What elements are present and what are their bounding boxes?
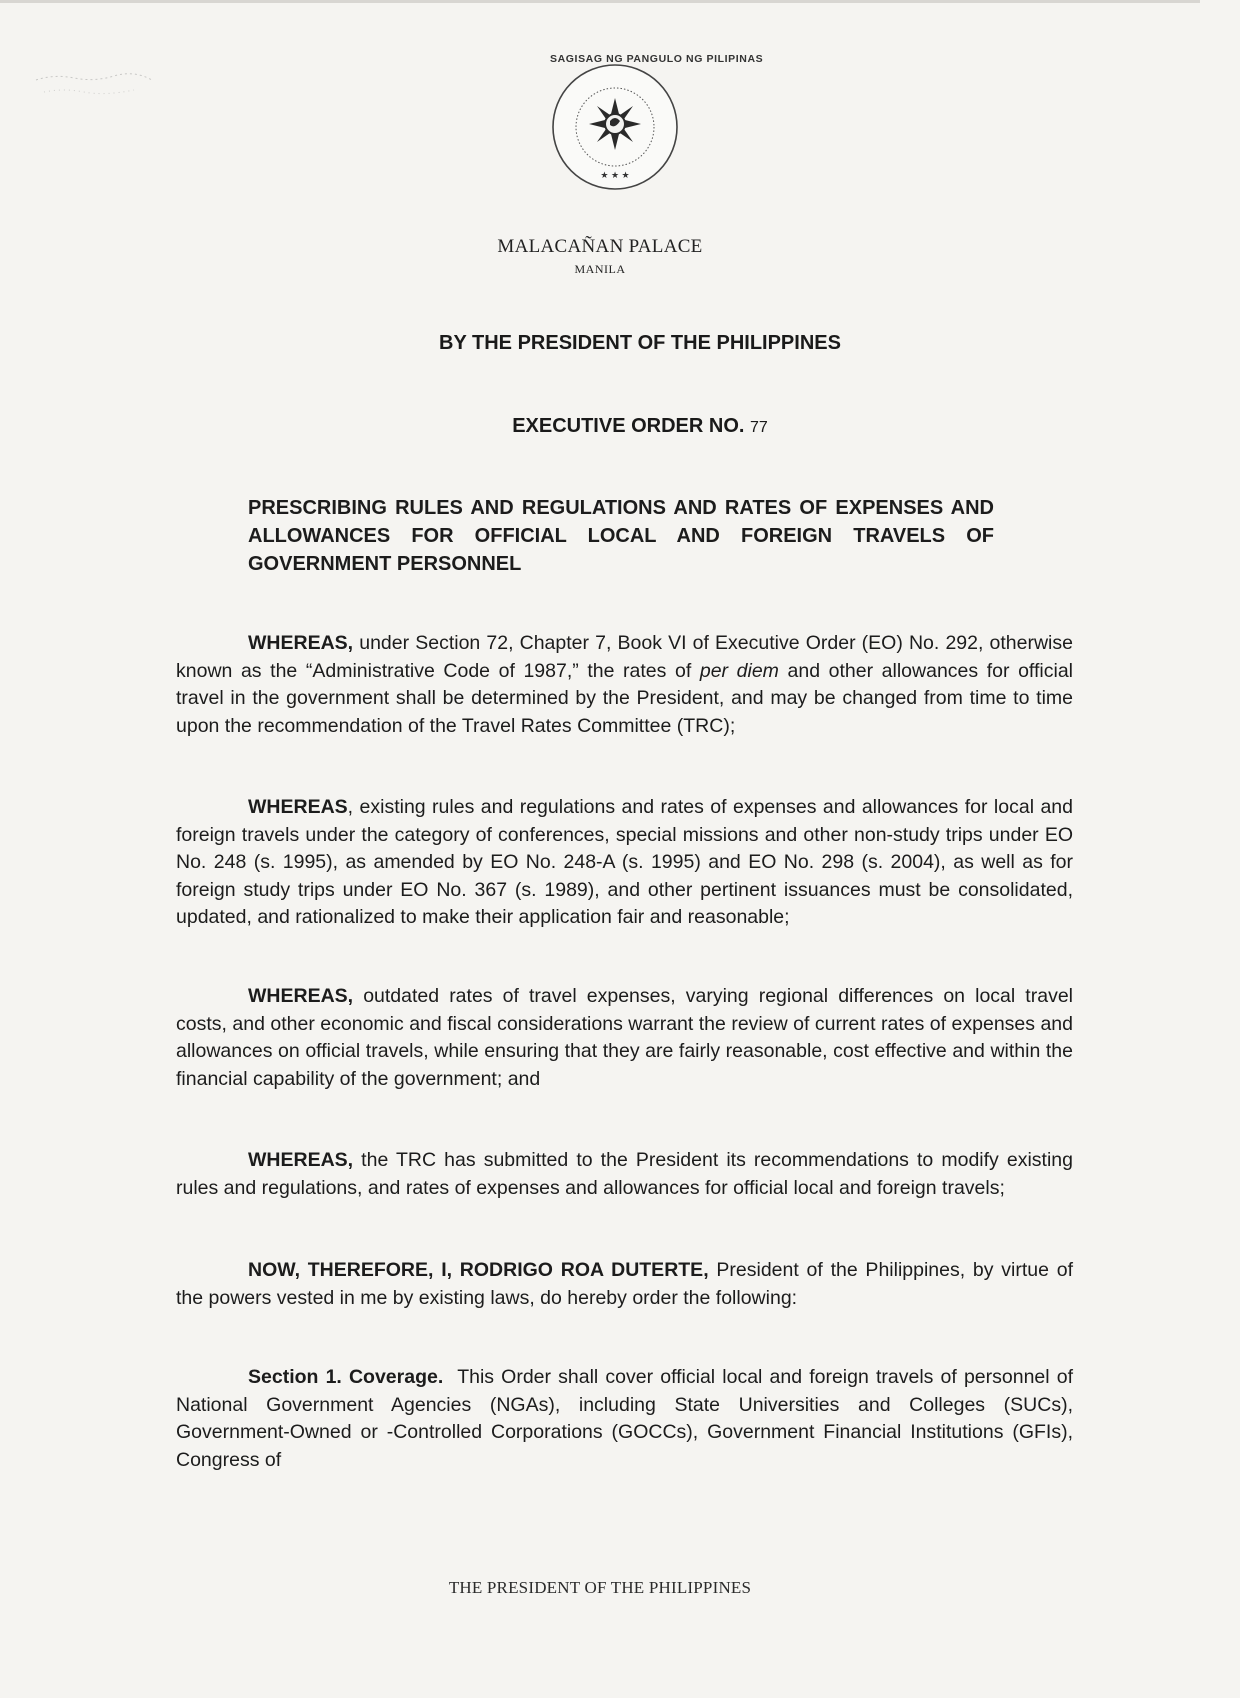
order-number-heading [40, 415, 1240, 438]
paragraph-text: outdated rates of travel expenses, varying regional differences on local travel costs, and other economic and fiscal considerations warrant the review of current rates of expenses and allowances on official travels, while ensuring that they are fairly reasonable, cost effective and within the financial capability of the government; and [176, 985, 1073, 1090]
scan-smudge [34, 66, 154, 106]
issuer-heading: BY THE PRESIDENT OF THE PHILIPPINES [439, 332, 841, 354]
paragraph-text: President of the Philippines, by virtue of the powers vested in me by existing laws, do hereby order the following: [176, 1259, 1074, 1309]
paragraph-lead: WHEREAS, [248, 985, 354, 1007]
paragraph-lead: WHEREAS, [248, 1149, 354, 1171]
seal-ring-text: SAGISAG NG PANGULO NG PILIPINAS [550, 53, 764, 65]
scan-top-edge [0, 0, 1200, 3]
paragraph-text: under Section 72, Chapter 7, Book VI of Executive Order (EO) No. 292, otherwise known as the “Administrative Code of 1987,” the rates of [176, 632, 1073, 682]
whereas-paragraph-1 [176, 630, 1073, 740]
paragraph-lead: WHEREAS [248, 796, 348, 818]
presidential-seal [550, 53, 764, 192]
paragraph-text: the TRC has submitted to the President its recommendations to modify existing rules and regulations, and rates of expenses and allowances for official local and foreign travels; [176, 1149, 1073, 1199]
whereas-paragraph-3 [176, 983, 1073, 1093]
ordering-paragraph [176, 1257, 1073, 1312]
order-title: PRESCRIBING RULES AND REGULATIONS AND RATES OF EXPENSES AND ALLOWANCES FOR OFFICIAL LOCAL AND FOREIGN TRAVELS OF GOVERNMENT PERSONNEL [248, 497, 994, 575]
page-footer: THE PRESIDENT OF THE PHILIPPINES [448, 1578, 752, 1597]
palace-name: MALACAÑAN PALACE [497, 236, 703, 257]
whereas-paragraph-2 [176, 794, 1073, 932]
paragraph-text: , existing rules and regulations and rates of expenses and allowances for local and foreign travels under the category of conferences, special missions and other non-study trips under EO No. 248 (s. 1995), as amended by EO No. 248-A (s. 1995) and EO No. 298 (s. 2004), as well as for foreign study trips under EO No. 367 (s. 1989), and other pertinent issuances must be consolidated, updated, and rationalized to make their application fair and reasonable; [176, 796, 1073, 929]
paragraph-text: and other allowances for official travel in the government shall be determined by the President, and may be changed from time to time upon the recommendation of the Travel Rates Committee (TRC); [176, 659, 1074, 737]
paragraph-lead: NOW, THEREFORE, I, RODRIGO ROA DUTERTE, [248, 1259, 709, 1281]
section-1-coverage [176, 1364, 1079, 1474]
paragraph-text: This Order shall cover official local and foreign travels of personnel of National Government Agencies (NGAs), including State Universities and Colleges (SUCs), Government-Owned or -Controlled Corporations (GOCCs), Government Financial Institutions (GFIs), Congress of [176, 1366, 1079, 1471]
palace-city: MANILA [574, 262, 626, 276]
whereas-paragraph-4 [176, 1147, 1073, 1202]
section-heading: Section 1. Coverage. [248, 1366, 444, 1388]
order-number: 77 [750, 419, 768, 436]
order-label: EXECUTIVE ORDER NO. [512, 415, 745, 437]
paragraph-italic: per diem [699, 659, 779, 682]
seal-stars: ★ ★ ★ [600, 170, 630, 180]
paragraph-lead: WHEREAS, [248, 632, 354, 654]
